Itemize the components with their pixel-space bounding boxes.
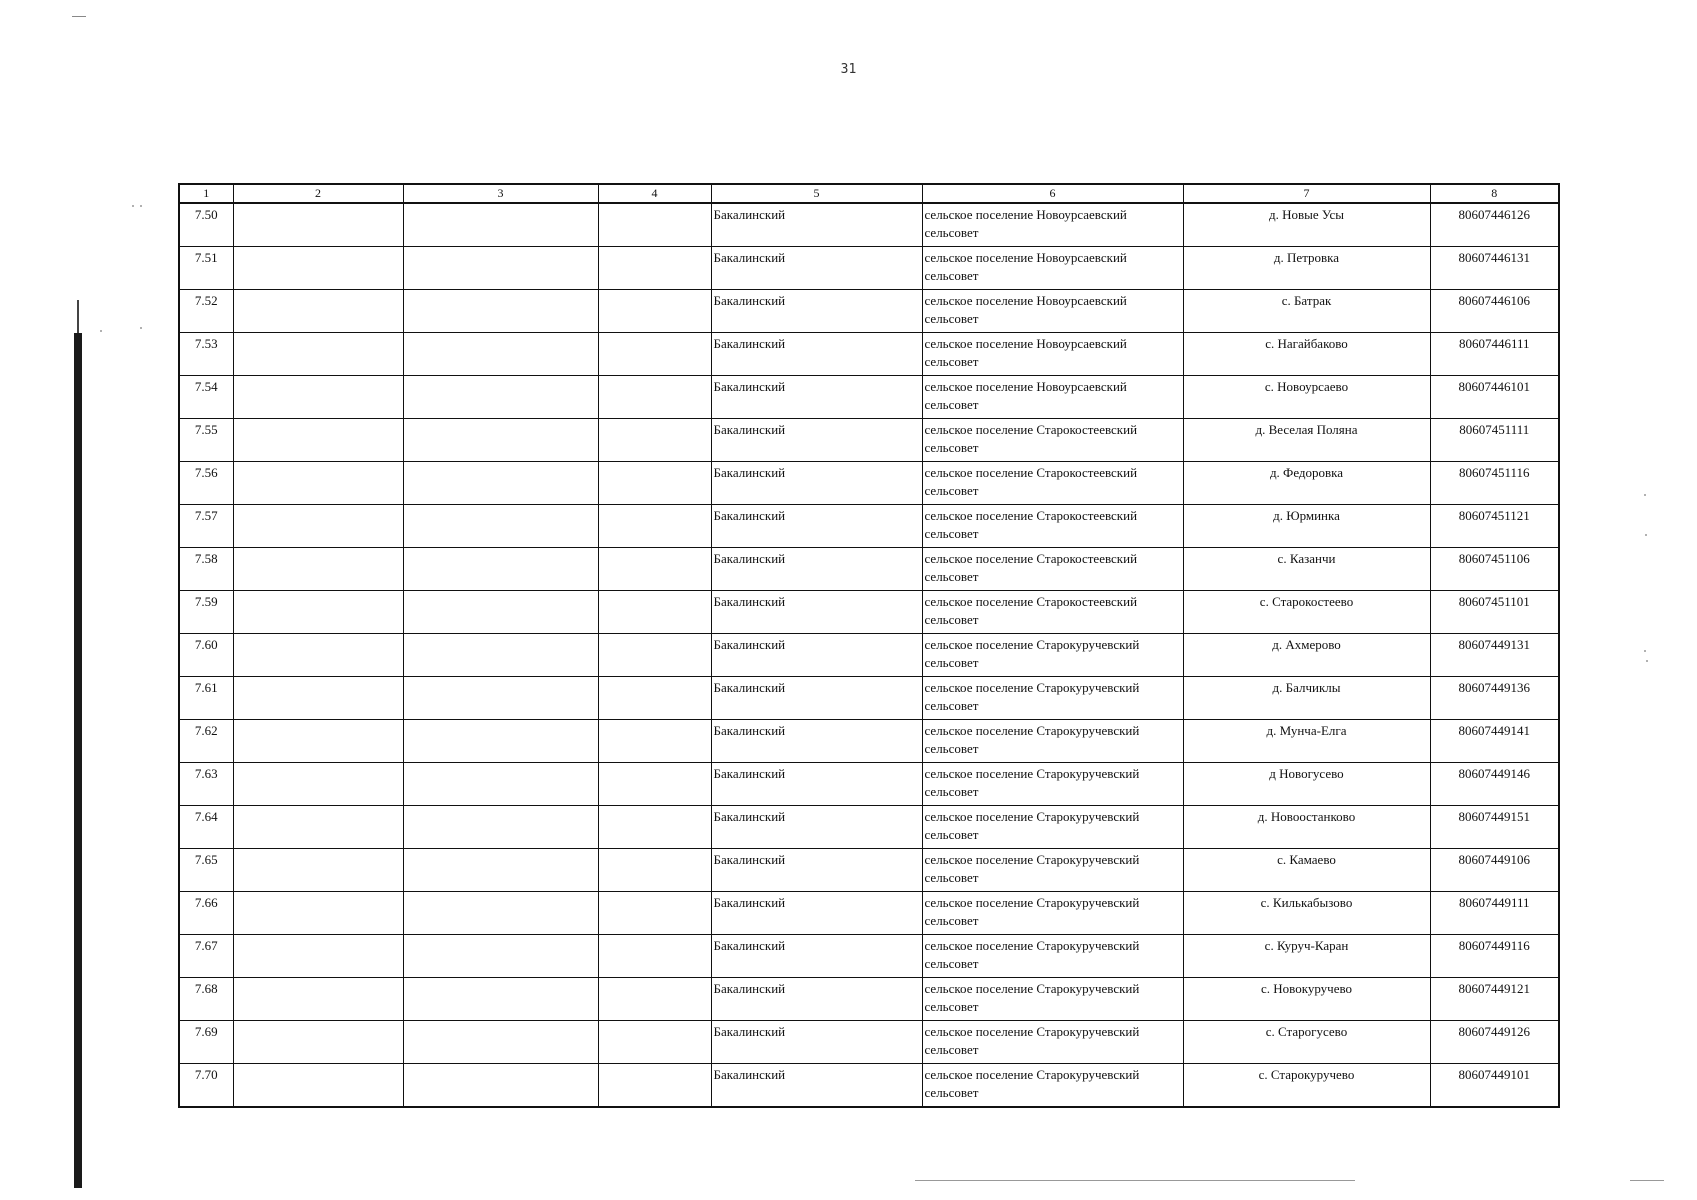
code-cell: 80607451116 [1430,462,1559,505]
empty-cell [233,505,403,548]
empty-cell [233,1021,403,1064]
empty-cell [403,505,598,548]
data-table [178,183,1560,1108]
settlement-cell: сельское поселение Новоурсаевский сельсовет [922,333,1183,376]
empty-cell [233,978,403,1021]
row-number: 7.51 [179,247,233,290]
locality-cell: д. Веселая Поляна [1183,419,1430,462]
scan-speck [140,327,142,329]
code-cell: 80607451111 [1430,419,1559,462]
scan-speck [100,330,102,332]
district-cell: Бакалинский [711,677,922,720]
code-cell: 80607451101 [1430,591,1559,634]
code-cell: 80607449106 [1430,849,1559,892]
settlement-cell: сельское поселение Старокуручевский сельсовет [922,1064,1183,1108]
row-number: 7.65 [179,849,233,892]
empty-cell [598,634,711,677]
settlement-cell: сельское поселение Старокуручевский сельсовет [922,1021,1183,1064]
district-cell: Бакалинский [711,376,922,419]
code-cell: 80607446101 [1430,376,1559,419]
settlement-cell: сельское поселение Новоурсаевский сельсовет [922,203,1183,247]
empty-cell [598,978,711,1021]
locality-cell: с. Новокуручево [1183,978,1430,1021]
table-row [179,333,1559,376]
settlement-cell: сельское поселение Старокостеевский сельсовет [922,419,1183,462]
code-cell: 80607449131 [1430,634,1559,677]
empty-cell [598,247,711,290]
row-number: 7.66 [179,892,233,935]
settlement-cell: сельское поселение Старокостеевский сельсовет [922,548,1183,591]
district-cell: Бакалинский [711,849,922,892]
empty-cell [403,677,598,720]
row-number: 7.70 [179,1064,233,1108]
row-number: 7.52 [179,290,233,333]
row-number: 7.53 [179,333,233,376]
row-number: 7.61 [179,677,233,720]
scan-speck [132,205,134,207]
table-row [179,935,1559,978]
locality-cell: д. Новоостанково [1183,806,1430,849]
locality-cell: д. Балчиклы [1183,677,1430,720]
district-cell: Бакалинский [711,462,922,505]
district-cell: Бакалинский [711,333,922,376]
locality-cell: с. Новоурсаево [1183,376,1430,419]
code-cell: 80607449111 [1430,892,1559,935]
empty-cell [403,849,598,892]
district-cell: Бакалинский [711,935,922,978]
locality-cell: с. Старокостеево [1183,591,1430,634]
empty-cell [403,634,598,677]
empty-cell [233,247,403,290]
page-number: 31 [840,62,857,77]
district-cell: Бакалинский [711,290,922,333]
empty-cell [403,247,598,290]
row-number: 7.57 [179,505,233,548]
locality-cell: с. Куруч-Каран [1183,935,1430,978]
row-number: 7.55 [179,419,233,462]
col-header-1: 1 [179,184,233,203]
table-row [179,720,1559,763]
table-row [179,462,1559,505]
header-row [179,184,1559,203]
scan-bottom-line [1630,1180,1664,1181]
district-cell: Бакалинский [711,419,922,462]
locality-cell: с. Нагайбаково [1183,333,1430,376]
code-cell: 80607449101 [1430,1064,1559,1108]
row-number: 7.67 [179,935,233,978]
scan-mark [72,16,86,17]
locality-cell: с. Старогусево [1183,1021,1430,1064]
empty-cell [598,376,711,419]
empty-cell [403,720,598,763]
row-number: 7.56 [179,462,233,505]
empty-cell [598,763,711,806]
table-row [179,548,1559,591]
empty-cell [403,935,598,978]
empty-cell [598,290,711,333]
district-cell: Бакалинский [711,1021,922,1064]
district-cell: Бакалинский [711,591,922,634]
empty-cell [598,419,711,462]
locality-cell: с. Батрак [1183,290,1430,333]
district-cell: Бакалинский [711,720,922,763]
empty-cell [403,462,598,505]
empty-cell [403,1021,598,1064]
settlement-cell: сельское поселение Старокостеевский сельсовет [922,591,1183,634]
code-cell: 80607449151 [1430,806,1559,849]
row-number: 7.58 [179,548,233,591]
district-cell: Бакалинский [711,505,922,548]
locality-cell: д. Ахмерово [1183,634,1430,677]
empty-cell [403,376,598,419]
locality-cell: с. Старокуручево [1183,1064,1430,1108]
empty-cell [233,677,403,720]
table-row [179,505,1559,548]
empty-cell [403,290,598,333]
empty-cell [233,376,403,419]
settlement-cell: сельское поселение Старокостеевский сельсовет [922,462,1183,505]
locality-cell: д. Юрминка [1183,505,1430,548]
district-cell: Бакалинский [711,548,922,591]
table-row [179,1021,1559,1064]
col-header-8: 8 [1430,184,1559,203]
settlement-cell: сельское поселение Старокостеевский сельсовет [922,505,1183,548]
row-number: 7.62 [179,720,233,763]
scan-speck [140,205,142,207]
settlement-cell: сельское поселение Старокуручевский сельсовет [922,720,1183,763]
district-cell: Бакалинский [711,247,922,290]
empty-cell [598,591,711,634]
locality-cell: д. Федоровка [1183,462,1430,505]
locality-cell: с. Камаево [1183,849,1430,892]
settlement-cell: сельское поселение Новоурсаевский сельсовет [922,290,1183,333]
empty-cell [233,1064,403,1108]
empty-cell [233,849,403,892]
empty-cell [233,634,403,677]
code-cell: 80607449126 [1430,1021,1559,1064]
empty-cell [233,591,403,634]
settlement-cell: сельское поселение Старокуручевский сельсовет [922,677,1183,720]
table-row [179,290,1559,333]
row-number: 7.63 [179,763,233,806]
empty-cell [403,419,598,462]
settlement-cell: сельское поселение Старокуручевский сельсовет [922,849,1183,892]
locality-cell: д. Мунча-Елга [1183,720,1430,763]
col-header-7: 7 [1183,184,1430,203]
row-number: 7.64 [179,806,233,849]
code-cell: 80607446111 [1430,333,1559,376]
col-header-5: 5 [711,184,922,203]
empty-cell [598,806,711,849]
empty-cell [233,290,403,333]
col-header-3: 3 [403,184,598,203]
district-cell: Бакалинский [711,634,922,677]
district-cell: Бакалинский [711,892,922,935]
code-cell: 80607449136 [1430,677,1559,720]
table-row [179,634,1559,677]
scan-speck [1646,660,1648,662]
settlement-cell: сельское поселение Старокуручевский сельсовет [922,806,1183,849]
scan-edge-bar [74,333,82,1188]
settlement-cell: сельское поселение Новоурсаевский сельсовет [922,376,1183,419]
settlement-cell: сельское поселение Старокуручевский сельсовет [922,978,1183,1021]
code-cell: 80607449116 [1430,935,1559,978]
empty-cell [403,1064,598,1108]
code-cell: 80607449121 [1430,978,1559,1021]
district-cell: Бакалинский [711,978,922,1021]
code-cell: 80607449146 [1430,763,1559,806]
empty-cell [598,333,711,376]
table-row [179,247,1559,290]
row-number: 7.59 [179,591,233,634]
locality-cell: с. Килькабызово [1183,892,1430,935]
locality-cell: с. Казанчи [1183,548,1430,591]
table-row [179,376,1559,419]
table-row [179,978,1559,1021]
row-number: 7.69 [179,1021,233,1064]
table-row [179,677,1559,720]
empty-cell [403,806,598,849]
table-row [179,591,1559,634]
row-number: 7.54 [179,376,233,419]
settlement-cell: сельское поселение Старокуручевский сельсовет [922,892,1183,935]
empty-cell [598,892,711,935]
empty-cell [233,462,403,505]
empty-cell [598,1021,711,1064]
empty-cell [233,419,403,462]
empty-cell [403,892,598,935]
scan-bottom-line [915,1180,1355,1181]
table-row [179,419,1559,462]
code-cell: 80607451106 [1430,548,1559,591]
scan-speck [1644,650,1646,652]
empty-cell [598,548,711,591]
col-header-6: 6 [922,184,1183,203]
table-row [179,1064,1559,1108]
empty-cell [233,892,403,935]
scan-speck [1644,494,1646,496]
empty-cell [233,935,403,978]
empty-cell [233,203,403,247]
row-number: 7.60 [179,634,233,677]
table-row [179,849,1559,892]
table-row [179,892,1559,935]
scan-speck [1645,534,1647,536]
empty-cell [598,935,711,978]
code-cell: 80607446131 [1430,247,1559,290]
col-header-4: 4 [598,184,711,203]
code-cell: 80607451121 [1430,505,1559,548]
row-number: 7.68 [179,978,233,1021]
empty-cell [598,677,711,720]
code-cell: 80607446126 [1430,203,1559,247]
empty-cell [233,548,403,591]
empty-cell [403,548,598,591]
settlement-cell: сельское поселение Старокуручевский сельсовет [922,634,1183,677]
code-cell: 80607449141 [1430,720,1559,763]
empty-cell [598,505,711,548]
code-cell: 80607446106 [1430,290,1559,333]
empty-cell [233,806,403,849]
locality-cell: д. Петровка [1183,247,1430,290]
settlement-cell: сельское поселение Старокуручевский сельсовет [922,935,1183,978]
locality-cell: д. Новые Усы [1183,203,1430,247]
settlement-cell: сельское поселение Старокуручевский сельсовет [922,763,1183,806]
empty-cell [598,1064,711,1108]
empty-cell [598,462,711,505]
district-cell: Бакалинский [711,806,922,849]
empty-cell [598,720,711,763]
district-cell: Бакалинский [711,1064,922,1108]
empty-cell [403,763,598,806]
locality-cell: д Новогусево [1183,763,1430,806]
table-row [179,806,1559,849]
empty-cell [233,333,403,376]
empty-cell [403,591,598,634]
empty-cell [598,203,711,247]
col-header-2: 2 [233,184,403,203]
row-number: 7.50 [179,203,233,247]
empty-cell [233,720,403,763]
empty-cell [403,333,598,376]
empty-cell [233,763,403,806]
district-cell: Бакалинский [711,763,922,806]
empty-cell [403,203,598,247]
settlement-cell: сельское поселение Новоурсаевский сельсовет [922,247,1183,290]
empty-cell [403,978,598,1021]
empty-cell [598,849,711,892]
district-cell: Бакалинский [711,203,922,247]
table-row [179,203,1559,247]
table-row [179,763,1559,806]
